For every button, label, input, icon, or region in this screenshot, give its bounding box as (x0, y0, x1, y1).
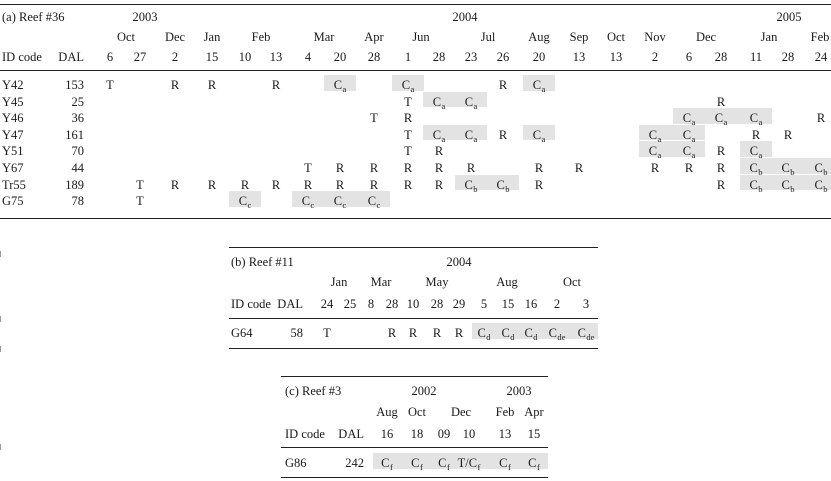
day-label: 2 (553, 297, 561, 311)
table-cell: R (434, 144, 444, 159)
table-cell: $C_f$ (528, 456, 540, 472)
table-cell: $C_a$ (682, 127, 696, 144)
day-label: 15 (501, 297, 515, 311)
day-label: 16 (524, 297, 538, 311)
month-label: Sep (569, 30, 589, 44)
row-id-code: Y67 (2, 161, 24, 175)
day-label: 10 (406, 297, 420, 311)
table-cell: $C_a$ (749, 111, 763, 128)
month-label: Oct (606, 30, 626, 44)
row-id-code: Y51 (2, 144, 24, 159)
table-rule (281, 477, 548, 478)
month-label: May (425, 275, 449, 289)
table-cell: R (403, 111, 413, 126)
table-cell: $C_a$ (648, 144, 662, 161)
table-cell: $C_c$ (333, 194, 347, 211)
day-label: 3 (582, 297, 590, 311)
day-label: 20 (532, 50, 546, 64)
table-cell: R (403, 177, 413, 192)
day-label: 23 (464, 50, 478, 64)
table-cell: $C_b$ (496, 177, 510, 194)
row-id-code: Y47 (2, 127, 24, 142)
day-label: 10 (238, 50, 252, 64)
table-cell: $C_a$ (401, 78, 415, 94)
header-id-code: ID code (231, 297, 271, 311)
year-label: 2002 (411, 384, 437, 398)
row-id-code: Y45 (2, 94, 24, 109)
table-cell: $C_a$ (532, 127, 546, 144)
table-cell: T (106, 78, 114, 92)
day-label: 13 (572, 50, 586, 64)
day-label: 28 (367, 50, 381, 64)
table-cell: $C_b$ (781, 161, 795, 177)
table-cell: T (136, 194, 144, 209)
year-label: 2003 (506, 384, 532, 398)
year-label: 2005 (776, 10, 802, 24)
table-cell: R (716, 144, 726, 159)
table-cell: R (454, 326, 464, 340)
header-id-code: ID code (2, 50, 42, 64)
table-cell: R (170, 177, 180, 192)
row-id-code: G64 (231, 326, 253, 340)
table-cell: R (335, 161, 345, 175)
day-label: 2 (651, 50, 659, 64)
panel-title: (a) Reef #36 (2, 10, 65, 24)
table-cell: T (323, 326, 331, 340)
day-label: 15 (527, 427, 541, 441)
month-label: Jan (330, 275, 348, 289)
day-label: 4 (304, 50, 312, 64)
day-label: 11 (749, 50, 763, 64)
day-label: 6 (685, 50, 693, 64)
day-label: 20 (333, 50, 347, 64)
header-dal: DAL (338, 427, 364, 441)
day-label: 5 (480, 297, 488, 311)
table-cell: $C_a$ (714, 111, 728, 128)
month-label: Aug (528, 30, 550, 44)
row-dal: 153 (65, 78, 84, 92)
row-dal: 242 (345, 456, 364, 470)
table-cell: T (304, 161, 312, 175)
row-id-code: G75 (2, 194, 24, 209)
margin-tick (0, 444, 1, 450)
table-cell: $C_{de}$ (548, 326, 566, 342)
table-cell: $C_d$ (477, 326, 491, 342)
row-dal: 78 (71, 194, 84, 209)
day-label: 10 (462, 427, 476, 441)
table-rule (281, 447, 548, 448)
table-cell: $C_a$ (464, 94, 478, 111)
margin-tick (0, 346, 1, 352)
table-cell: R (408, 326, 418, 340)
day-label: 28 (781, 50, 795, 64)
month-label: Apr (364, 30, 384, 44)
table-cell: $C_a$ (682, 144, 696, 161)
header-dal: DAL (277, 297, 303, 311)
table-cell: $C_b$ (814, 177, 828, 194)
table-cell: R (466, 161, 476, 175)
month-label: Jan (760, 30, 778, 44)
table-cell: R (403, 161, 413, 175)
panel-title: (c) Reef #3 (285, 384, 342, 398)
day-label: 25 (343, 297, 357, 311)
table-cell: R (271, 78, 281, 92)
row-dal: 44 (71, 161, 84, 175)
day-label: 15 (205, 50, 219, 64)
table-cell: R (170, 78, 180, 92)
table-cell: R (369, 161, 379, 175)
table-cell: R (434, 177, 444, 192)
day-label: 29 (452, 297, 466, 311)
day-label: 16 (380, 427, 394, 441)
month-label: Jan (203, 30, 221, 44)
table-cell: $C_a$ (333, 78, 347, 94)
month-label: Dec (164, 30, 186, 44)
day-label: 1 (404, 50, 412, 64)
table-cell: R (240, 177, 250, 192)
year-label: 2003 (132, 10, 158, 24)
row-dal: 58 (290, 326, 303, 340)
table-cell: $C_b$ (781, 177, 795, 194)
month-label: Dec (450, 405, 472, 419)
table-cell: $C_f$ (411, 456, 423, 472)
month-label: Nov (644, 30, 666, 44)
month-label: Oct (116, 30, 136, 44)
month-label: Jul (480, 30, 496, 44)
day-label: 28 (430, 297, 444, 311)
row-id-code: Y42 (2, 78, 24, 92)
table-cell: R (716, 94, 726, 109)
table-cell: R (716, 177, 726, 192)
table-cell: R (650, 161, 660, 175)
row-id-code: G86 (285, 456, 307, 470)
month-label: Aug (496, 275, 518, 289)
month-label: Aug (376, 405, 398, 419)
table-cell: $C_b$ (814, 161, 828, 177)
day-label: 26 (496, 50, 510, 64)
row-id-code: Tr55 (2, 177, 26, 192)
year-label: 2004 (452, 10, 478, 24)
margin-tick (0, 316, 1, 322)
table-rule (281, 376, 548, 377)
table-cell: T (404, 144, 412, 159)
table-cell: R (574, 161, 584, 175)
table-cell: T (136, 177, 144, 192)
table-cell: R (271, 177, 281, 192)
day-label: 13 (269, 50, 283, 64)
row-dal: 189 (65, 177, 84, 192)
day-label: 28 (432, 50, 446, 64)
table-cell: $C_{de}$ (577, 326, 595, 342)
row-dal: 161 (65, 127, 84, 142)
day-label: 24 (814, 50, 828, 64)
day-label: 24 (320, 297, 334, 311)
table-cell: $C_b$ (749, 177, 763, 194)
table-cell: R (207, 177, 217, 192)
day-label: 8 (367, 297, 375, 311)
table-cell: R (207, 78, 217, 92)
month-label: Apr (524, 405, 544, 419)
table-cell: R (369, 177, 379, 192)
table-cell: $C_a$ (432, 94, 446, 111)
table-cell: $C_f$ (499, 456, 511, 472)
day-label: 13 (498, 427, 512, 441)
table-cell: R (716, 161, 726, 175)
row-id-code: Y46 (2, 111, 24, 126)
table-cell: R (387, 326, 397, 340)
table-cell: $C_c$ (238, 194, 252, 211)
month-label: Dec (695, 30, 717, 44)
table-cell: R (783, 127, 793, 142)
table-cell: T (404, 94, 412, 109)
table-cell: R (434, 161, 444, 175)
day-label: 18 (410, 427, 424, 441)
header-id-code: ID code (285, 427, 325, 441)
month-label: Mar (313, 30, 335, 44)
table-cell: $C_f$ (381, 456, 393, 472)
month-label: Oct (562, 275, 582, 289)
panel-title: (b) Reef #11 (231, 255, 294, 269)
margin-tick (0, 251, 1, 257)
table-cell: $C_a$ (749, 144, 763, 161)
table-cell: R (498, 78, 508, 92)
table-cell: $C_d$ (501, 326, 515, 342)
month-label: Mar (370, 275, 392, 289)
row-dal: 25 (71, 94, 84, 109)
table-cell: R (684, 161, 694, 175)
table-cell: $C_a$ (682, 111, 696, 128)
day-label: 13 (609, 50, 623, 64)
month-label: Jun (412, 30, 430, 44)
table-cell: $C_b$ (749, 161, 763, 177)
table-cell: R (751, 127, 761, 142)
table-cell: T (370, 111, 378, 126)
day-label: 09 (437, 427, 451, 441)
day-label: 6 (106, 50, 114, 64)
table-cell: R (534, 177, 544, 192)
day-label: 27 (133, 50, 147, 64)
month-label: Feb (251, 30, 271, 44)
month-label: Oct (407, 405, 427, 419)
table-cell: $C_a$ (532, 78, 546, 94)
table-cell: $C_f$ (438, 456, 450, 472)
table-cell: R (335, 177, 345, 192)
header-dal: DAL (58, 50, 84, 64)
table-cell: R (432, 326, 442, 340)
table-cell: $T/C_f$ (457, 456, 481, 472)
table-cell: $C_a$ (648, 127, 662, 144)
table-cell: R (303, 177, 313, 192)
month-label: Feb (810, 30, 830, 44)
day-label: 28 (385, 297, 399, 311)
table-cell: $C_c$ (367, 194, 381, 211)
table-cell: R (534, 161, 544, 175)
table-cell: $C_c$ (301, 194, 315, 211)
year-label: 2004 (446, 255, 472, 269)
table-cell: R (498, 127, 508, 142)
day-label: 2 (171, 50, 179, 64)
day-label: 28 (714, 50, 728, 64)
table-cell: $C_b$ (464, 177, 478, 194)
row-dal: 70 (71, 144, 84, 159)
table-cell: $C_d$ (524, 326, 538, 342)
table-cell: $C_a$ (432, 127, 446, 144)
table-cell: $C_a$ (464, 127, 478, 144)
table-cell: R (816, 111, 826, 126)
table-cell: T (404, 127, 412, 142)
row-dal: 36 (71, 111, 84, 126)
month-label: Feb (495, 405, 515, 419)
